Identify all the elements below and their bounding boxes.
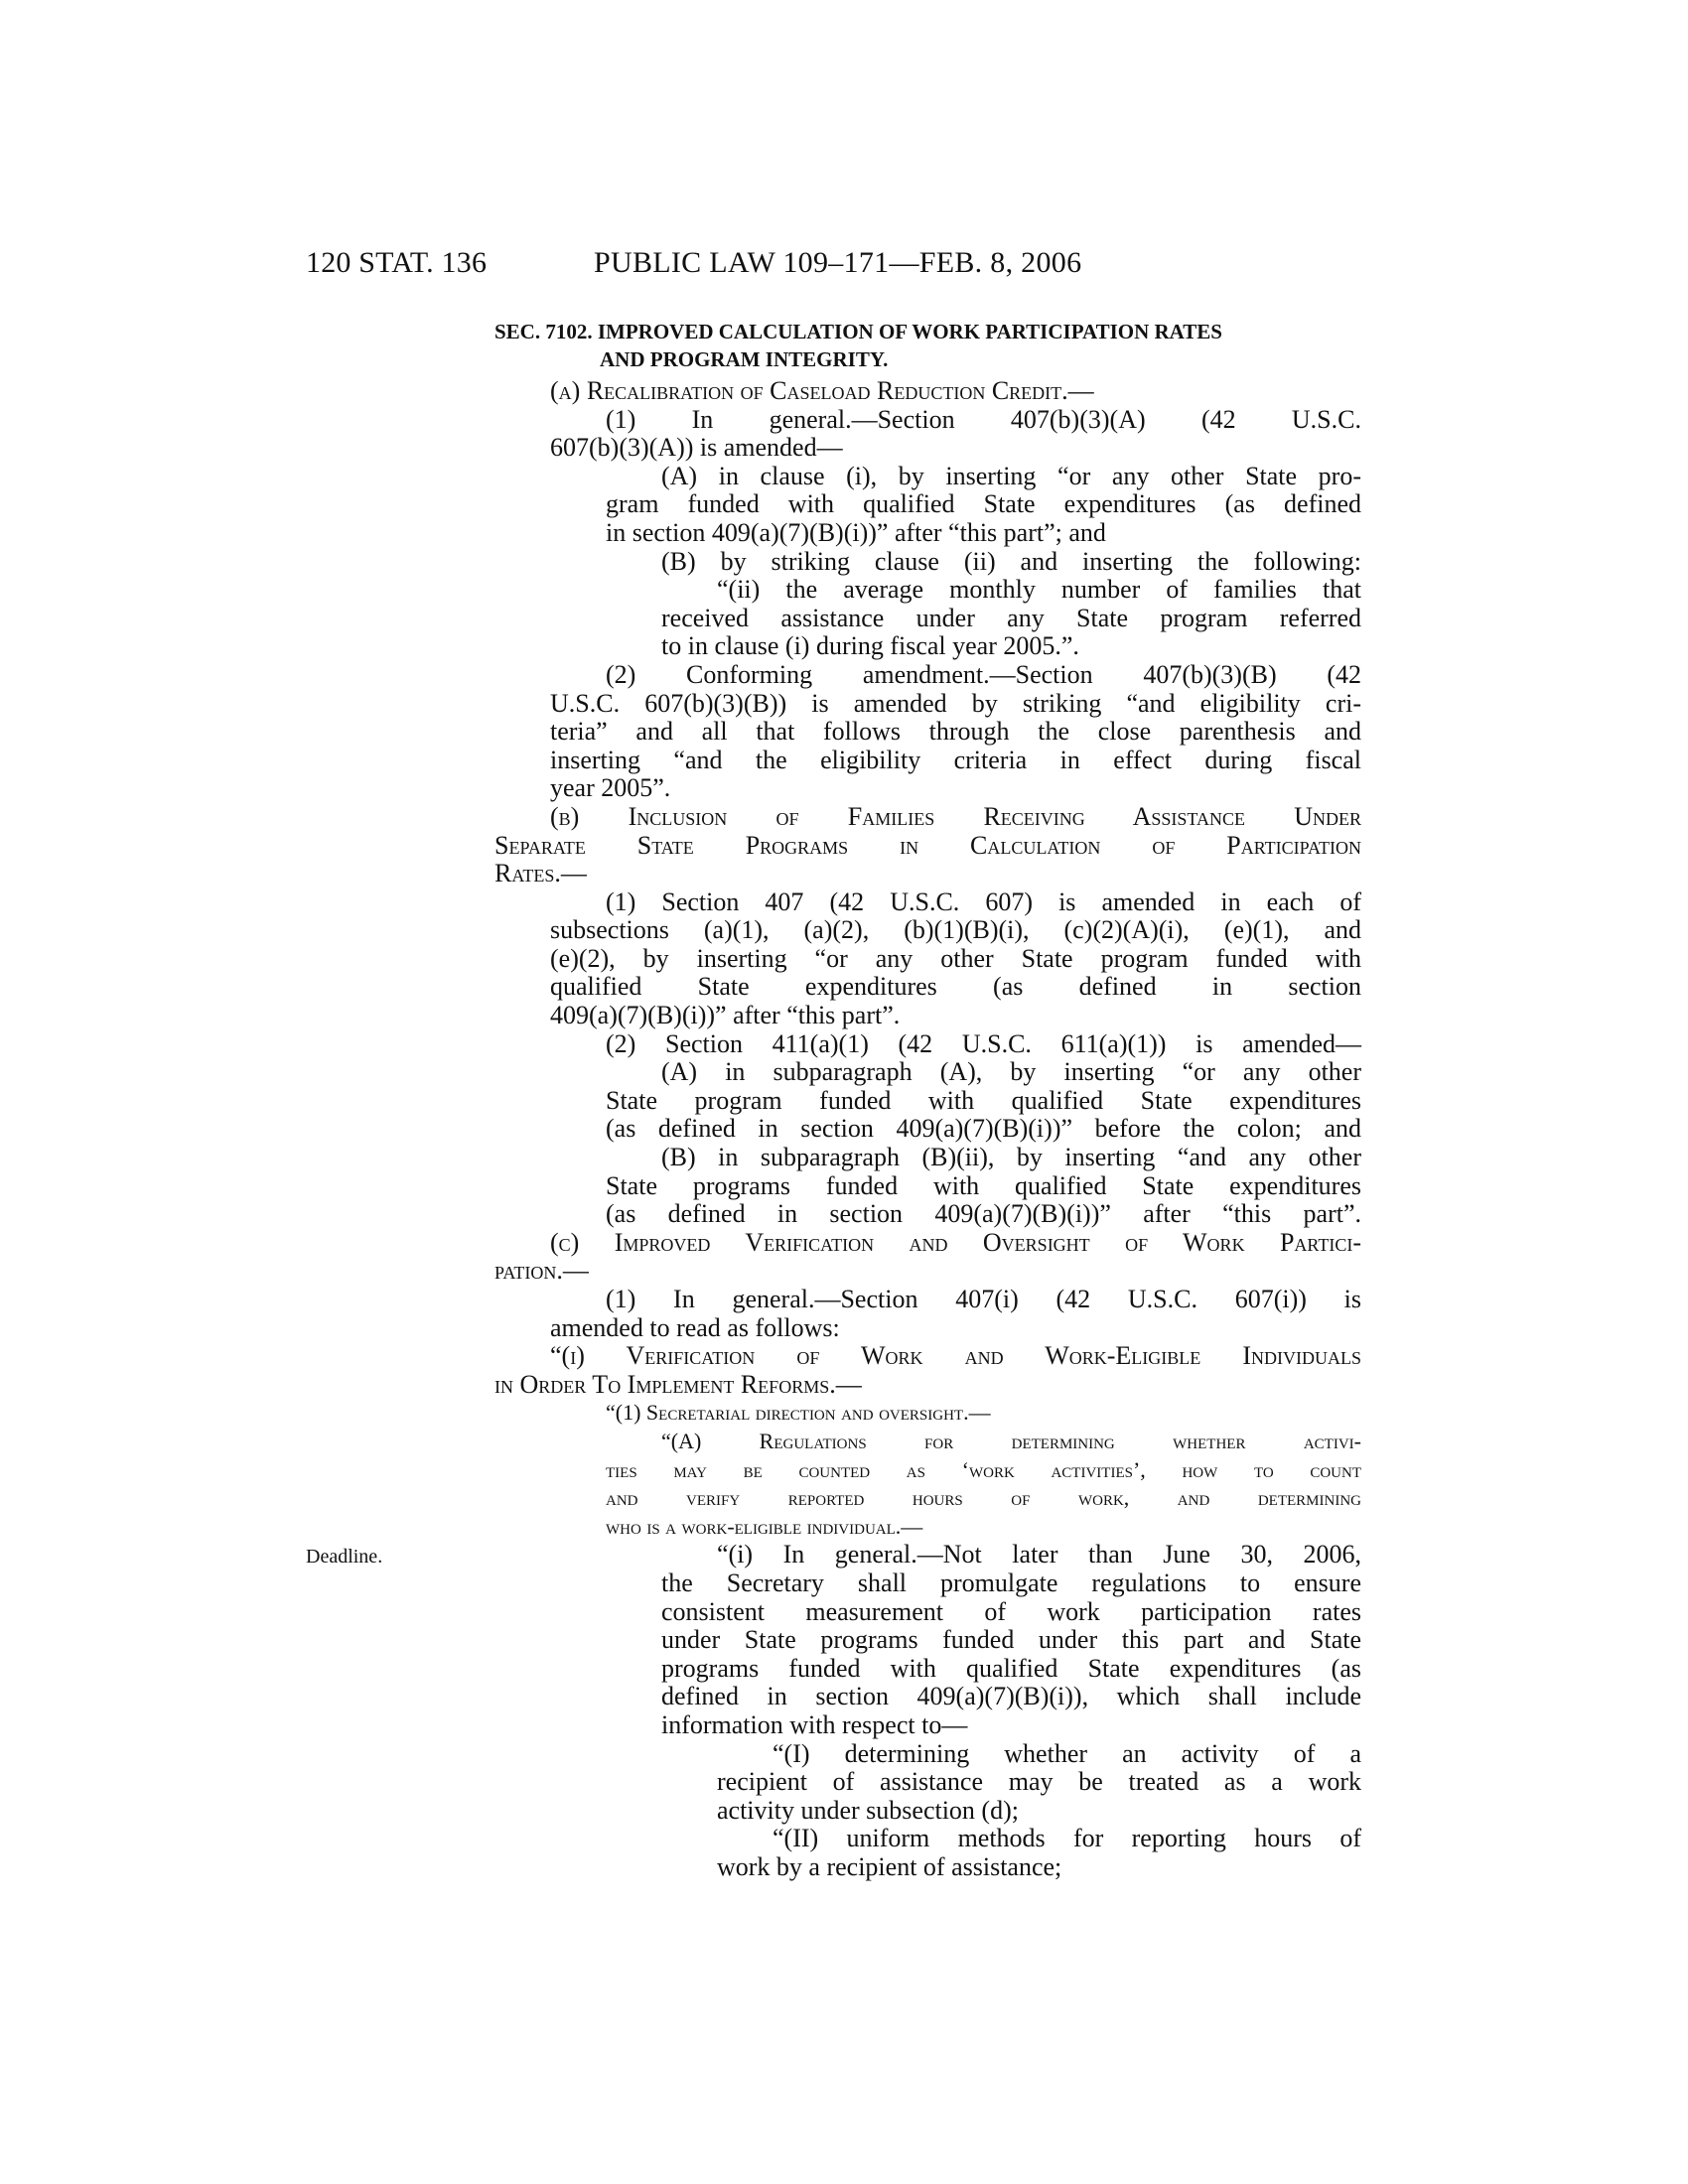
inserted-subsection-i-heading: in Order To Implement Reforms.— — [494, 1369, 862, 1399]
paragraph-b1-line: (1) Section 407 (42 U.S.C. 607) is amended in each of — [606, 887, 1361, 916]
subparagraph-A-heading: who is a work-eligible individual.— — [606, 1513, 923, 1539]
section-title-line-1: SEC. 7102. IMPROVED CALCULATION OF WORK PARTICIPATION RATES — [494, 320, 1222, 343]
paragraph-a2-line: teria” and all that follows through the close parenthesis and — [550, 717, 1361, 747]
paragraph-1-heading: “(1) Secretarial direction and oversight.— — [606, 1400, 991, 1426]
clause-i-line: consistent measurement of work participation rates — [661, 1596, 1361, 1626]
paragraph-a2-line: inserting “and the eligibility criteria in effect during fiscal — [550, 745, 1361, 774]
subsection-c-heading: pation.— — [494, 1256, 589, 1286]
subparagraph-bB-line: State programs funded with qualified State expenditures — [606, 1170, 1361, 1200]
clause-i-line: “(i) In general.—Not later than June 30, 2006, — [717, 1540, 1361, 1570]
clause-aBii-line: received assistance under any State program referred — [661, 603, 1361, 632]
inserted-subsection-i-heading: “(i) Verification of Work and Work-Eligible Individuals — [550, 1341, 1361, 1371]
subparagraph-aA-line: gram funded with qualified State expenditures (as defined — [606, 489, 1361, 519]
subparagraph-bB-line: (as defined in section 409(a)(7)(B)(i))” after “this part”. — [606, 1199, 1361, 1229]
clause-i-line: under State programs funded under this part and State — [661, 1625, 1361, 1655]
subclause-II-line: work by a recipient of assistance; — [717, 1851, 1062, 1881]
running-header-title: PUBLIC LAW 109–171—FEB. 8, 2006 — [594, 246, 1082, 279]
paragraph-a1-line: 607(b)(3)(A)) is amended— — [550, 433, 843, 463]
paragraph-a2-line: year 2005”. — [550, 773, 671, 803]
subparagraph-bB-line: (B) in subparagraph (B)(ii), by inserting “and any other — [661, 1143, 1361, 1172]
subparagraph-bA-line: (as defined in section 409(a)(7)(B)(i))” before the colon; and — [606, 1114, 1361, 1144]
section-title-line-2: AND PROGRAM INTEGRITY. — [600, 347, 889, 371]
subparagraph-bA-line: State program funded with qualified State expenditures — [606, 1085, 1361, 1115]
margin-note-deadline: Deadline. — [306, 1546, 383, 1568]
clause-aBii-line: “(ii) the average monthly number of families that — [717, 575, 1361, 605]
section-title — [494, 318, 1360, 373]
subparagraph-A-heading: ties may be counted as ‘work activities’, how to count — [606, 1456, 1361, 1482]
subparagraph-A-heading: “(A) Regulations for determining whether activi- — [661, 1428, 1361, 1453]
paragraph-b2-line: (2) Section 411(a)(1) (42 U.S.C. 611(a)(1)) is amended— — [606, 1028, 1361, 1058]
paragraph-b1-line: 409(a)(7)(B)(i))” after “this part”. — [550, 1001, 901, 1030]
subsection-a-heading: (a) Recalibration of Caseload Reduction Credit.— — [550, 376, 1094, 405]
subclause-II-line: “(II) uniform methods for reporting hours of — [773, 1824, 1361, 1853]
subsection-b-heading: (b) Inclusion of Families Receiving Assistance Under — [550, 801, 1361, 831]
subclause-I-line: “(I) determining whether an activity of a — [773, 1738, 1361, 1768]
subsection-b-heading: Rates.— — [494, 859, 587, 888]
subparagraph-bA-line: (A) in subparagraph (A), by inserting “or any other — [661, 1057, 1361, 1087]
subclause-I-line: activity under subsection (d); — [717, 1795, 1019, 1825]
paragraph-c1-line: (1) In general.—Section 407(i) (42 U.S.C. 607(i)) is — [606, 1285, 1361, 1313]
subparagraph-aA-line: in section 409(a)(7)(B)(i))” after “this part”; and — [606, 517, 1106, 547]
document-body — [494, 377, 1361, 1881]
paragraph-c1-line: amended to read as follows: — [550, 1312, 840, 1342]
clause-i-line: information with respect to— — [661, 1709, 968, 1739]
clause-i-line: the Secretary shall promulgate regulations to ensure — [661, 1568, 1361, 1597]
paragraph-b1-line: subsections (a)(1), (a)(2), (b)(1)(B)(i), (c)(2)(A)(i), (e)(1), and — [550, 915, 1361, 945]
paragraph-b1-line: (e)(2), by inserting “or any other State program funded with — [550, 943, 1361, 973]
paragraph-b1-line: qualified State expenditures (as defined in section — [550, 972, 1361, 1002]
paragraph-a1-line: (1) In general.—Section 407(b)(3)(A) (42 U.S.C. — [606, 404, 1361, 434]
statute-page-number: 120 STAT. 136 — [306, 246, 488, 279]
subparagraph-aA-line: (A) in clause (i), by inserting “or any other State pro- — [661, 461, 1361, 490]
paragraph-a2-line: (2) Conforming amendment.—Section 407(b)(3)(B) (42 — [606, 659, 1361, 689]
clause-i-line: programs funded with qualified State expenditures (as — [661, 1653, 1361, 1683]
subsection-b-heading: Separate State Programs in Calculation of Participation — [494, 830, 1361, 860]
subsection-c-heading: (c) Improved Verification and Oversight of Work Partici- — [550, 1227, 1361, 1257]
paragraph-a2-line: U.S.C. 607(b)(3)(B)) is amended by striking “and eligibility cri- — [550, 688, 1361, 718]
clause-aBii-line: to in clause (i) during fiscal year 2005.”. — [661, 631, 1079, 661]
clause-i-line: defined in section 409(a)(7)(B)(i)), which shall include — [661, 1682, 1361, 1711]
subclause-I-line: recipient of assistance may be treated as a work — [717, 1767, 1361, 1797]
subparagraph-aB-line: (B) by striking clause (ii) and inserting the following: — [661, 546, 1361, 576]
subparagraph-A-heading: and verify reported hours of work, and determining — [606, 1485, 1361, 1511]
